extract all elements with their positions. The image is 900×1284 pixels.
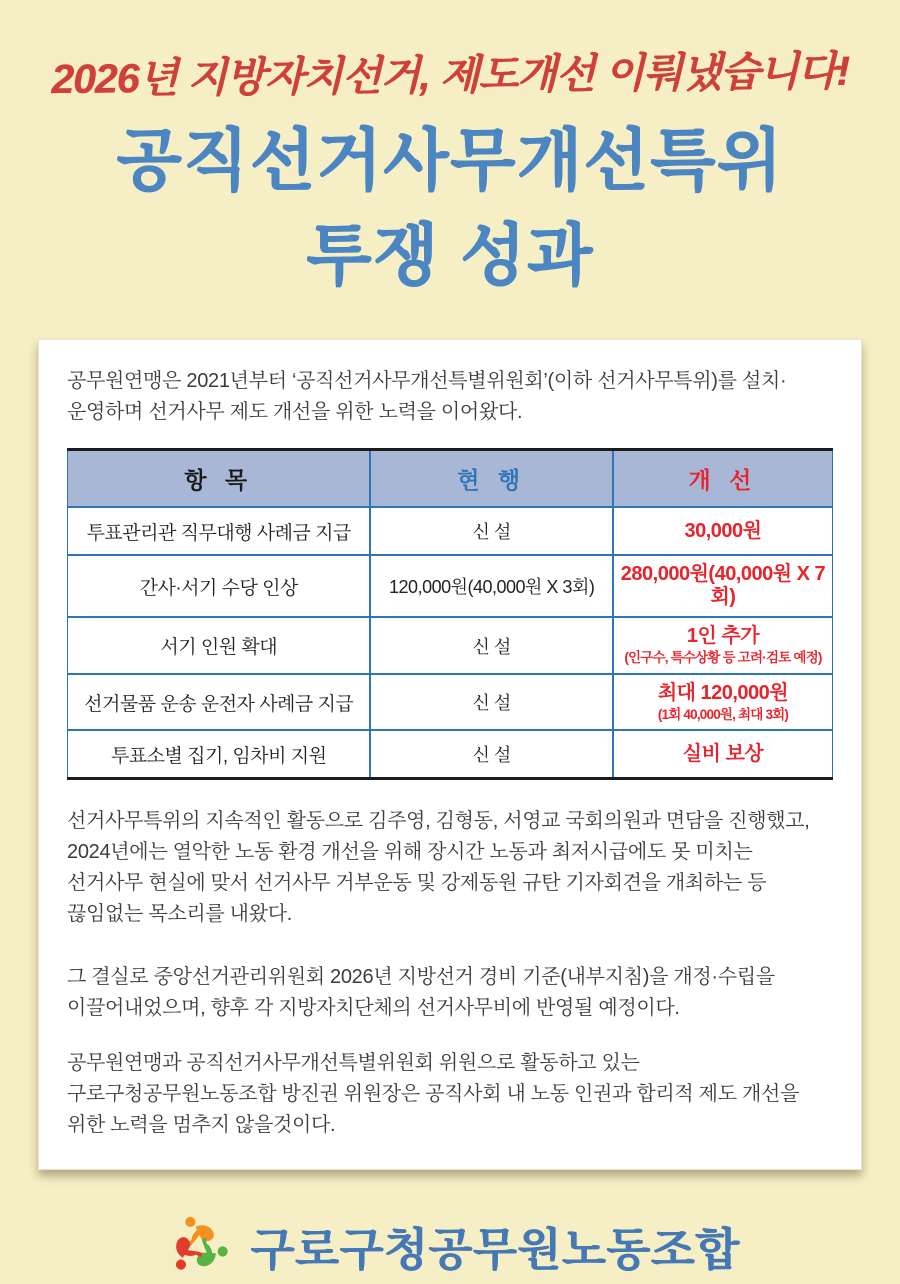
organization-name: 구로구청공무원노동조합	[250, 1224, 740, 1276]
cell-improved-main: 30,000원	[684, 519, 762, 542]
table-row	[68, 555, 833, 617]
cell-improved	[613, 507, 833, 555]
cell-current: 신 설	[370, 507, 613, 555]
cell-improved	[613, 617, 833, 674]
cell-improved-main: 280,000원(40,000원 X 7회)	[620, 563, 826, 609]
card-paragraph: 선거사무특위의 지속적인 활동으로 김주영, 김형동, 서영교 국회의원과 면담을 진행했고, 2024년에는 열악한 노동 환경 개선을 위해 장시간 노동과 최저시급에도 못 미치는 선거사무 현실에 맞서 선거사무 거부운동 및 강제동원 규탄 기자회견을 개최하는 등 끊임없는 목소리를 내왔다.	[67, 809, 810, 925]
cell-item: 선거물품 운송 운전자 사례금 지급	[68, 674, 371, 731]
content-card	[38, 339, 862, 1170]
card-paragraph: 공무원연맹과 공직선거사무개선특별위원회 위원으로 활동하고 있는 구로구청공무원노동조합 방진권 위원장은 공직사회 내 노동 인권과 합리적 제도 개선을 위한 노력을 멈추지 않을것이다.	[67, 1051, 800, 1136]
card-paragraphs	[67, 806, 833, 1141]
column-header-improved: 개 선	[613, 450, 833, 508]
cell-improved-main: 실비 보상	[682, 742, 764, 765]
poster-header	[0, 0, 900, 303]
cell-improved-main: 1인 추가	[686, 625, 760, 648]
cell-improved	[613, 674, 833, 731]
table-row	[68, 674, 833, 731]
table-row	[68, 507, 833, 555]
results-table-body	[68, 507, 833, 778]
cell-improved-main: 최대 120,000원	[657, 681, 789, 704]
footer	[0, 1208, 900, 1284]
column-header-item: 항 목	[68, 450, 371, 508]
table-row	[68, 730, 833, 778]
table-row	[68, 617, 833, 674]
cell-item: 서기 인원 확대	[68, 617, 371, 674]
cell-improved	[613, 730, 833, 778]
cell-improved-sub: (1회 40,000원, 최대 3회)	[657, 706, 789, 722]
cell-improved-sub: (인구수, 특수상황 등 고려·검토 예정)	[624, 650, 822, 666]
cell-item: 투표소별 집기, 임차비 지원	[68, 730, 371, 778]
cell-item: 간사·서기 수당 인상	[68, 555, 371, 617]
column-header-current: 현 행	[370, 450, 613, 508]
card-paragraph: 그 결실로 중앙선거관리위원회 2026년 지방선거 경비 기준(내부지침)을 개정·수립을 이끌어내었으며, 향후 각 지방자치단체의 선거사무비에 반영될 예정이다.	[67, 965, 775, 1019]
cell-current: 신 설	[370, 674, 613, 731]
page-title	[0, 113, 900, 303]
results-table-header-row	[68, 450, 833, 508]
tagline: 2026년 지방자치선거, 제도개선 이뤄냈습니다!	[50, 47, 850, 103]
page-title-line1: 공직선거사무개선특위	[116, 123, 784, 198]
intro-paragraph: 공무원연맹은 2021년부터 ‘공직선거사무개선특별위원회’(이하 선거사무특위)를 설치·운영하며 선거사무 제도 개선을 위한 노력을 이어왔다.	[67, 370, 787, 424]
results-table	[67, 448, 833, 780]
page-title-line2: 투쟁 성과	[306, 218, 594, 294]
cell-item: 투표관리관 직무대행 사례금 지급	[68, 507, 371, 555]
cell-current: 120,000원(40,000원 X 3회)	[370, 555, 613, 617]
cell-current: 신 설	[370, 617, 613, 674]
results-table-head	[68, 450, 833, 508]
cell-improved	[613, 555, 833, 617]
cell-current: 신 설	[370, 730, 613, 778]
union-logo-icon	[160, 1208, 236, 1284]
